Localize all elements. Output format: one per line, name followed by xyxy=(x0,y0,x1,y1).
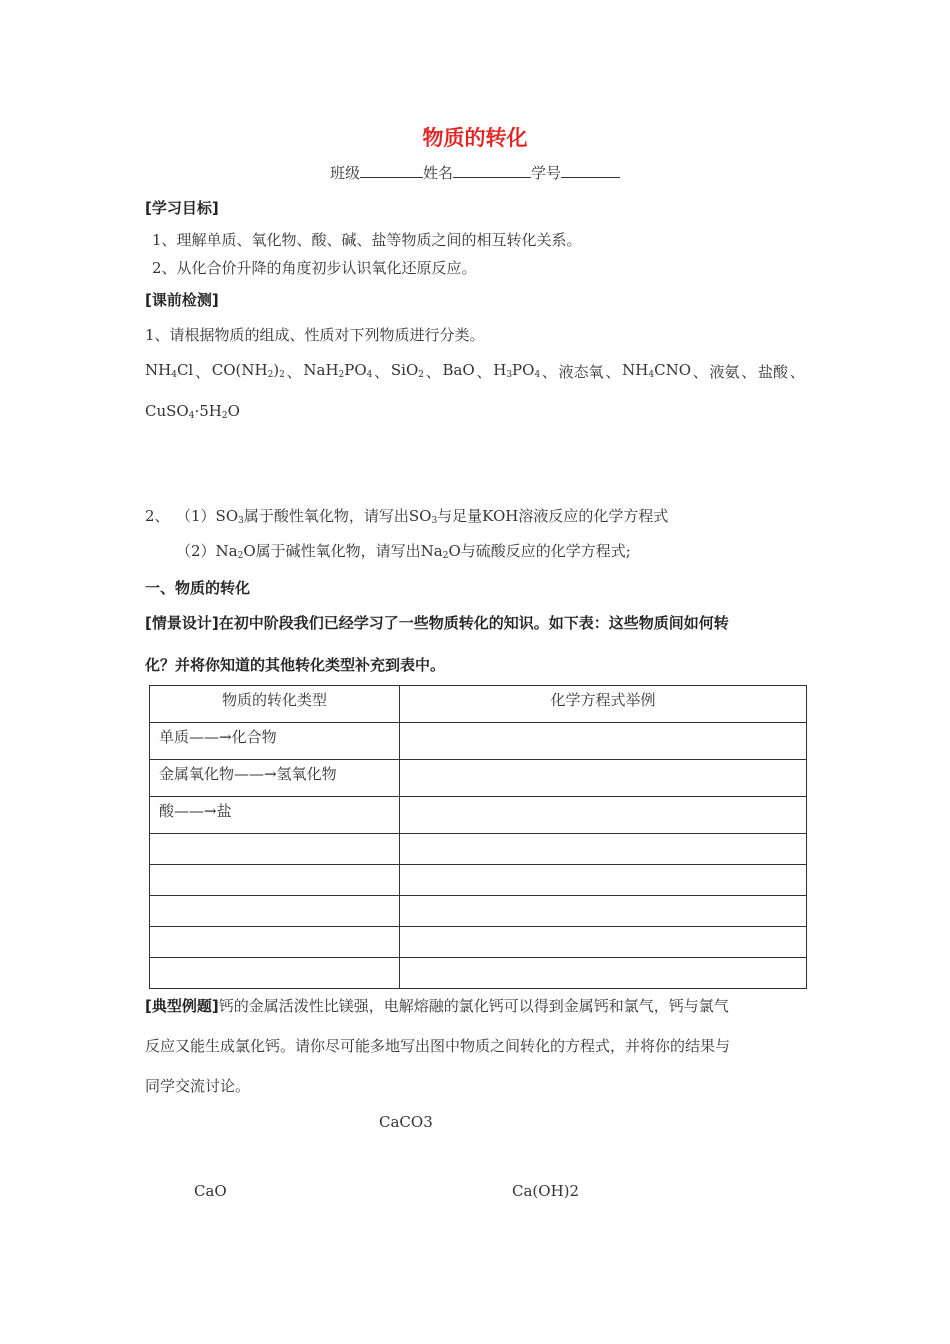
scenario-text-line-2: 化？并将你知道的其他转化类型补充到表中。 xyxy=(145,656,446,674)
question-1-text: 1、请根据物质的组成、性质对下列物质进行分类。 xyxy=(145,326,485,344)
table-cell xyxy=(150,927,400,958)
example-line-2: 反应又能生成氯化钙。请你尽可能多地写出图中物质之间转化的方程式，并将你的结果与 xyxy=(145,1037,731,1055)
substance-item: $NH_4CNO$ xyxy=(622,361,692,380)
number-blank xyxy=(561,163,620,178)
table-header-cell: 物质的转化类型 xyxy=(150,686,400,723)
table-cell xyxy=(400,865,807,896)
diagram-node-caoh2: Ca(OH)2 xyxy=(512,1182,580,1200)
substance-item: SiO$_2$ xyxy=(390,361,424,380)
student-info-line xyxy=(0,162,950,183)
substance-item: $CO(NH_2)_2$ xyxy=(211,361,285,380)
substance-item: 液氨 xyxy=(709,363,740,381)
question-2-number: 2、 xyxy=(145,507,170,525)
name-blank xyxy=(453,163,531,178)
table-cell xyxy=(400,797,807,834)
substance-list: $NH_4Cl$ 、 $CO(NH_2)_2$ 、 $NaH_2PO_4$ 、 SiO$_2$ 、 BaO 、 $H_3PO_4$ 、 液态氧 、 $NH_4CNO$ 、 液氨 、 盐酸 、 xyxy=(145,361,805,381)
table-cell xyxy=(150,958,400,989)
table-cell xyxy=(400,834,807,865)
table-cell: 酸——→盐 xyxy=(150,797,400,834)
conversion-table xyxy=(149,685,807,989)
page-title: 物质的转化 xyxy=(422,126,528,150)
example-label: [典型例题] xyxy=(145,997,219,1015)
table-row xyxy=(150,896,807,927)
section-goals-heading: [学习目标] xyxy=(145,199,219,217)
table-row xyxy=(150,834,807,865)
table-row xyxy=(150,797,807,834)
diagram-node-cao: CaO xyxy=(194,1182,227,1200)
table-row xyxy=(150,760,807,797)
table-row xyxy=(150,723,807,760)
scenario-text-line-1: [情景设计]在初中阶段我们已经学习了一些物质转化的知识。如下表：这些物质间如何转 xyxy=(145,614,729,632)
goal-item: 1、理解单质、氧化物、酸、碱、盐等物质之间的相互转化关系。 xyxy=(152,231,582,249)
class-label: 班级 xyxy=(329,164,360,182)
table-header-cell: 化学方程式举例 xyxy=(400,686,807,723)
example-line-1: [典型例题]钙的金属活泼性比镁强，电解熔融的氯化钙可以得到金属钙和氯气，钙与氯气 xyxy=(145,997,729,1015)
table-cell xyxy=(400,896,807,927)
section-precheck-heading: [课前检测] xyxy=(145,291,219,309)
table-cell: 金属氧化物——→氢氧化物 xyxy=(150,760,400,797)
table-cell xyxy=(400,760,807,797)
goal-item: 2、从化合价升降的角度初步认识氧化还原反应。 xyxy=(152,259,477,277)
substance-item: $H_3PO_4$ xyxy=(493,361,541,380)
substance-item: $NH_4Cl$ xyxy=(145,361,194,380)
question-2-part-1: $(1)SO_3$属于酸性氧化物，请写出$SO_3$与足量KOH溶液反应的化学方程式 xyxy=(176,507,669,526)
table-cell xyxy=(150,896,400,927)
substance-item: $CuSO_4\cdot 5H_2O$ xyxy=(145,402,240,421)
substance-item: $NaH_2PO_4$ xyxy=(303,361,373,380)
table-cell xyxy=(150,865,400,896)
table-cell xyxy=(400,958,807,989)
diagram-node-caco3: CaCO3 xyxy=(379,1113,433,1131)
table-header-row xyxy=(150,686,807,723)
table-row xyxy=(150,927,807,958)
example-line-3: 同学交流讨论。 xyxy=(145,1077,251,1095)
table-cell: 单质——→化合物 xyxy=(150,723,400,760)
table-cell xyxy=(400,723,807,760)
number-label: 学号 xyxy=(531,164,562,182)
substance-item: 液态氧 xyxy=(558,363,604,381)
section-one-heading: 一、物质的转化 xyxy=(145,579,251,597)
table-cell xyxy=(400,927,807,958)
substance-item: 盐酸 xyxy=(758,363,789,381)
table-cell xyxy=(150,834,400,865)
table-row xyxy=(150,865,807,896)
class-blank xyxy=(360,163,423,178)
question-2-part-2: $(2)Na_2O$属于碱性氧化物，请写出$Na_2O$与硫酸反应的化学方程式; xyxy=(176,542,631,561)
name-label: 姓名 xyxy=(422,164,453,182)
substance-item: BaO xyxy=(442,361,475,379)
table-row xyxy=(150,958,807,989)
